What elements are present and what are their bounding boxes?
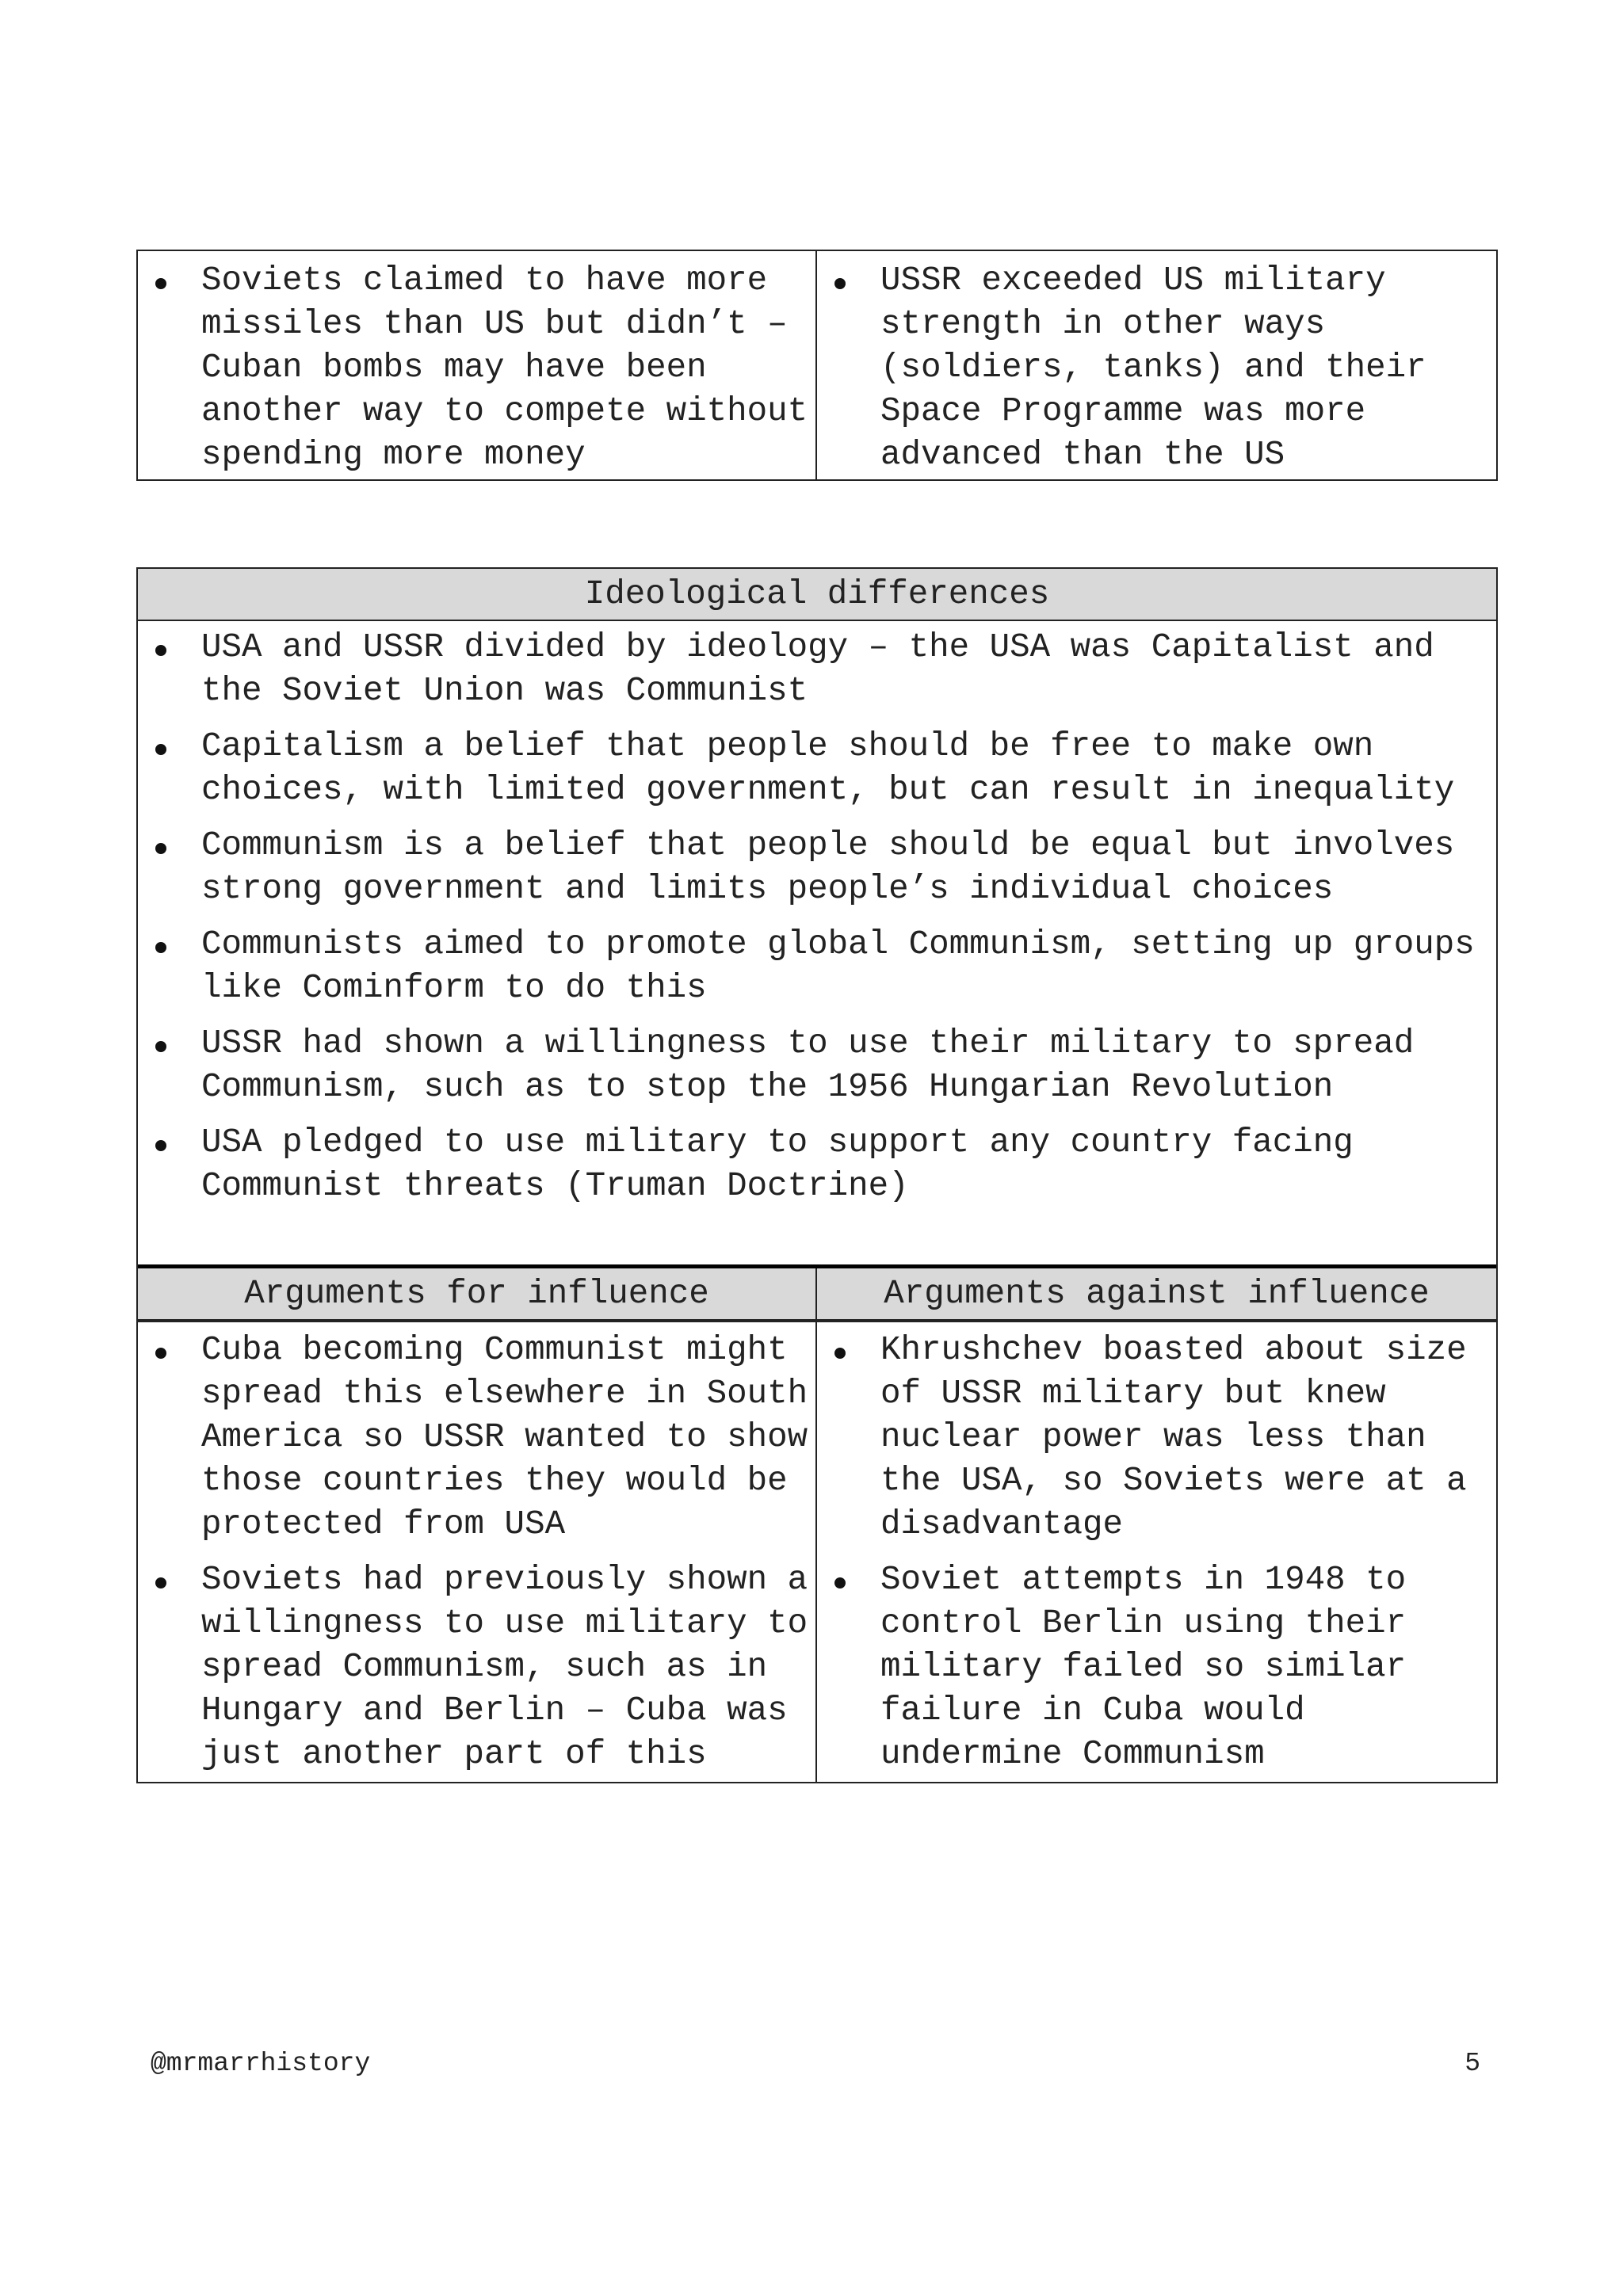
list-item: Communists aimed to promote global Communism, setting up groups like Cominform to do this bbox=[138, 923, 1496, 1010]
list-item: Soviets had previously shown a willingness to use military to spread Communism, such as in Hungary and Berlin – Cuba was just another part of this bbox=[138, 1558, 815, 1776]
arguments-against-list bbox=[817, 1329, 1496, 1776]
list-item: Communism is a belief that people should be equal but involves strong government and limits people’s individual choices bbox=[138, 824, 1496, 911]
arguments-header-row bbox=[138, 1268, 1496, 1321]
continued-right-list bbox=[817, 259, 1496, 477]
list-item: USSR exceeded US military strength in other ways (soldiers, tanks) and their Space Programme was more advanced than the US bbox=[817, 259, 1496, 477]
continued-row bbox=[138, 251, 1496, 479]
ideology-list bbox=[138, 626, 1496, 1208]
ideology-table bbox=[136, 567, 1498, 1783]
list-item: Khrushchev boasted about size of USSR military but knew nuclear power was less than the USA, so Soviets were at a disadvantage bbox=[817, 1329, 1496, 1547]
list-item: USA and USSR divided by ideology – the USA was Capitalist and the Soviet Union was Communist bbox=[138, 626, 1496, 713]
page-number: 5 bbox=[1465, 2049, 1480, 2078]
arguments-for-header: Arguments for influence bbox=[138, 1268, 817, 1321]
list-item: Soviets claimed to have more missiles than US but didn’t – Cuban bombs may have been another way to compete without spending more money bbox=[138, 259, 815, 477]
arguments-for-cell bbox=[138, 1322, 817, 1782]
continued-right-cell bbox=[817, 251, 1496, 479]
ideology-title: Ideological differences bbox=[138, 569, 1496, 621]
continued-left-list bbox=[138, 259, 815, 477]
list-item: Soviet attempts in 1948 to control Berlin using their military failed so similar failure in Cuba would undermine Communism bbox=[817, 1558, 1496, 1776]
arguments-row bbox=[138, 1321, 1496, 1782]
ideology-points bbox=[138, 621, 1496, 1268]
footer-handle: @mrmarrhistory bbox=[151, 2049, 371, 2078]
continued-left-cell bbox=[138, 251, 817, 479]
continued-table bbox=[136, 250, 1498, 481]
arguments-against-header: Arguments against influence bbox=[817, 1268, 1496, 1321]
list-item: Cuba becoming Communist might spread this elsewhere in South America so USSR wanted to show those countries they would be protected from USA bbox=[138, 1329, 815, 1547]
arguments-against-cell bbox=[817, 1322, 1496, 1782]
list-item: USSR had shown a willingness to use their military to spread Communism, such as to stop the 1956 Hungarian Revolution bbox=[138, 1022, 1496, 1109]
list-item: Capitalism a belief that people should be free to make own choices, with limited government, but can result in inequality bbox=[138, 725, 1496, 812]
arguments-for-list bbox=[138, 1329, 815, 1776]
list-item: USA pledged to use military to support any country facing Communist threats (Truman Doctrine) bbox=[138, 1121, 1496, 1208]
